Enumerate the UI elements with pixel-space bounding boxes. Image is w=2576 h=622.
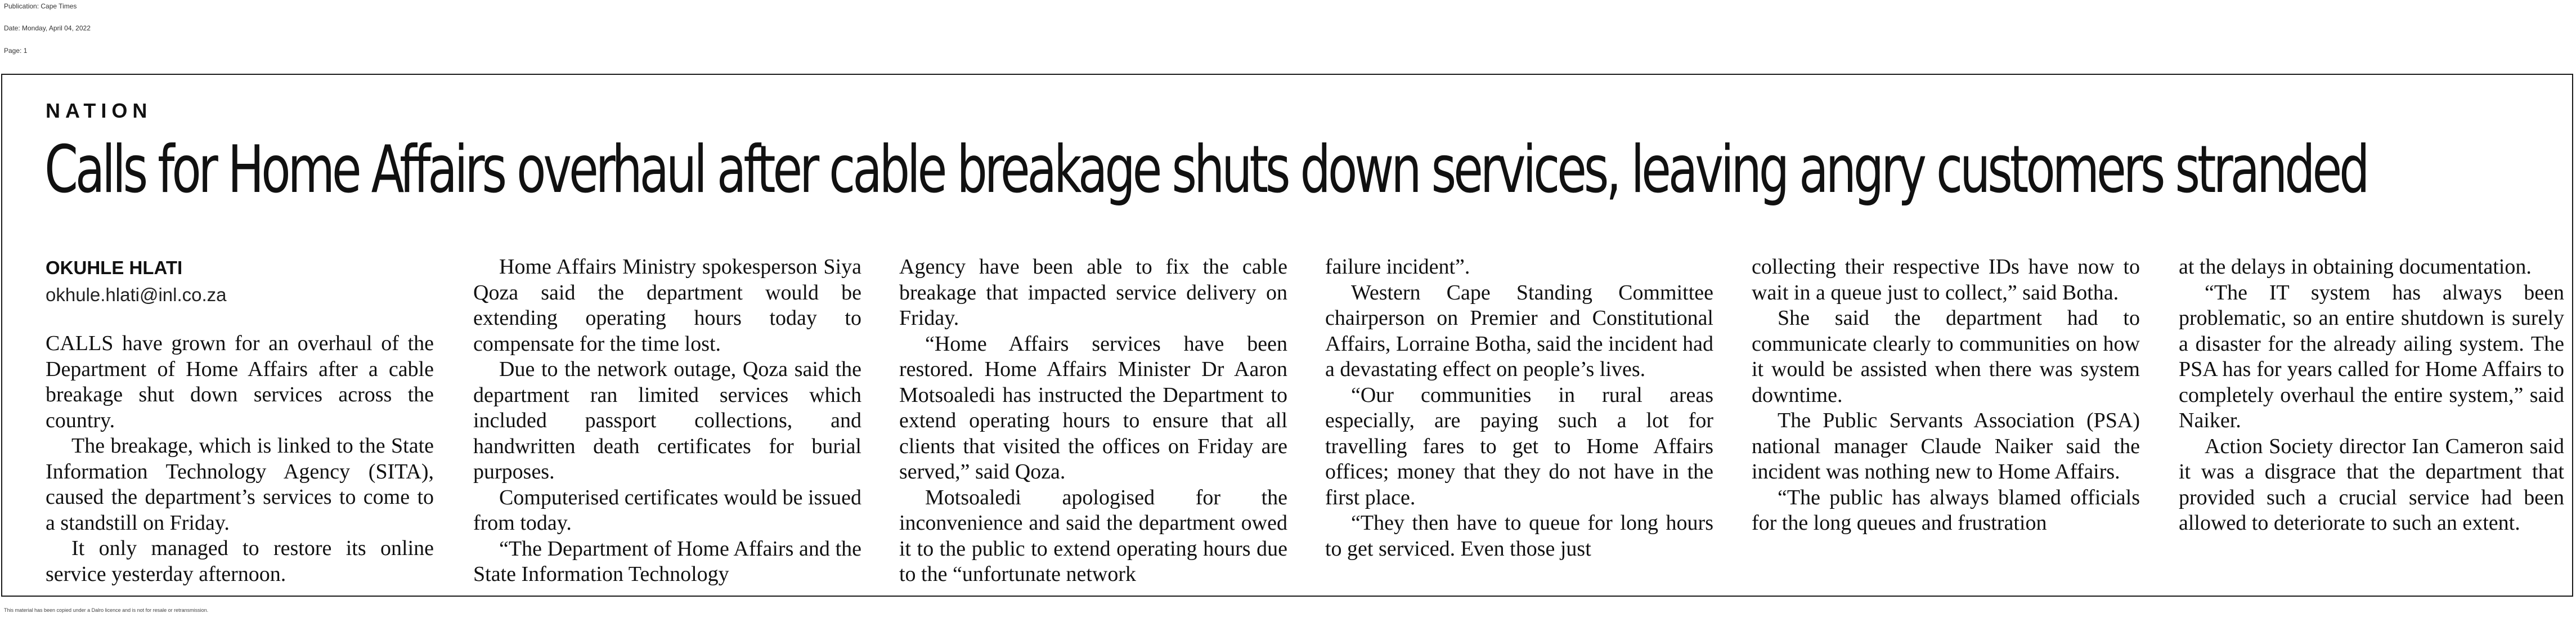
paragraph: failure incident”.: [1325, 255, 1470, 279]
byline-email: okhule.hlati@inl.co.za: [46, 284, 227, 305]
section-label: NATION: [46, 99, 152, 122]
paragraph: Western Cape Standing Committee chairperson on Premier and Constitutional Affairs, Lorraine Botha, said the incident had a devastating effect on people’s lives.: [1325, 280, 1713, 381]
article-column-6: [2179, 254, 2564, 536]
article-column-4: [1325, 254, 1713, 562]
paragraph: Agency have been able to fix the cable breakage that impacted service delivery on Friday.: [899, 255, 1287, 330]
article-column-1: [46, 331, 434, 587]
paragraph: at the delays in obtaining documentation.: [2179, 255, 2532, 279]
article-column-5: [1752, 254, 2140, 536]
paragraph: “Our communities in rural areas especially, are paying such a lot for travelling fares to get to Home Affairs offices; money that they do not have in the first place.: [1325, 383, 1713, 509]
paragraph: Due to the network outage, Qoza said the department ran limited services which included passport collections, and handwritten death certificates for burial purposes.: [473, 357, 861, 484]
paragraph: Computerised certificates would be issued from today.: [473, 485, 861, 535]
paragraph: Home Affairs Ministry spokesperson Siya Qoza said the department would be extending operating hours today to compensate for the time lost.: [473, 255, 861, 356]
paragraph: “Home Affairs services have been restored. Home Affairs Minister Dr Aaron Motsoaledi has instructed the Department to extend operating hours to ensure that all clients that visited the offices on Friday are served,” said Qoza.: [899, 332, 1287, 484]
paragraph: CALLS have grown for an overhaul of the Department of Home Affairs after a cable breakage shut down services across the country.: [46, 332, 434, 432]
paragraph: collecting their respective IDs have now to wait in a queue just to collect,” said Botha.: [1752, 255, 2140, 305]
headline: Calls for Home Affairs overhaul after cable breakage shuts down services, leaving angry customers stranded: [44, 132, 2367, 208]
paragraph: Motsoaledi apologised for the inconvenience and said the department owed it to the public to extend operating hours due to the “unfortunate network: [899, 485, 1287, 586]
article-column-3: [899, 254, 1287, 588]
paragraph: “The IT system has always been problematic, so an entire shutdown is surely a disaster for the already ailing system. The PSA has for years called for Home Affairs to completely overhaul the entire system,” said Naiker.: [2179, 280, 2564, 432]
publication-label: Publication: Cape Times: [4, 2, 77, 10]
paragraph: She said the department had to communicate clearly to communities on how it would be assisted when there was system downtime.: [1752, 306, 2140, 407]
paragraph: Action Society director Ian Cameron said it was a disgrace that the department that provided such a crucial service had been allowed to deteriorate to such an extent.: [2179, 434, 2564, 535]
paragraph: “They then have to queue for long hours to get serviced. Even those just: [1325, 511, 1713, 561]
paragraph: “The public has always blamed officials for the long queues and frustration: [1752, 485, 2140, 535]
page-label: Page: 1: [4, 47, 28, 55]
paragraph: The Public Servants Association (PSA) national manager Claude Naiker said the incident was nothing new to Home Affairs.: [1752, 409, 2140, 484]
copyright-notice: This material has been copied under a Dalro licence and is not for resale or retransmission.: [4, 607, 209, 613]
paragraph: “The Department of Home Affairs and the State Information Technology: [473, 536, 861, 586]
date-label: Date: Monday, April 04, 2022: [4, 24, 91, 32]
article-column-2: [473, 254, 861, 588]
paragraph: The breakage, which is linked to the State Information Technology Agency (SITA), caused the department’s services to come to a standstill on Friday.: [46, 434, 434, 535]
byline-author: OKUHLE HLATI: [46, 257, 183, 278]
paragraph: It only managed to restore its online service yesterday afternoon.: [46, 536, 434, 586]
